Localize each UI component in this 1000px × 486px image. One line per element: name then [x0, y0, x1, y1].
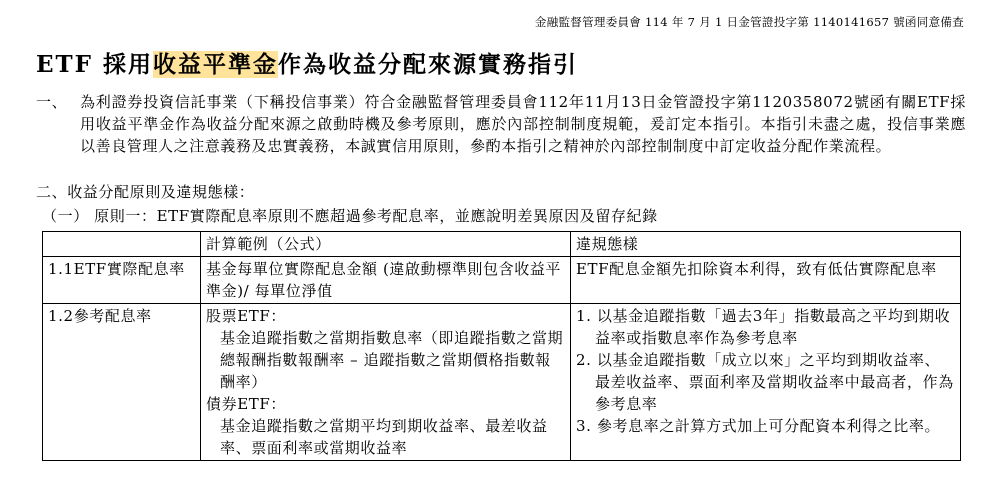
title-highlight: 收益平準金 [152, 51, 278, 78]
formula-bond-label: 債券ETF： [206, 395, 286, 413]
approval-note: 金融監督管理委員會 114 年 7 月 1 日金管證投字第 1140141657 號函同意備查 [534, 15, 964, 29]
formula-stock-text: 基金追蹤指數之當期指數息率（即追蹤指數之當期總報酬指數報酬率 – 追蹤指數之當期價格指數報酬率） [220, 329, 564, 391]
violation-item-2: 2. 以基金追蹤指數「成立以來」之平均到期收益率、最差收益率、票面利率及當期收益率中最高者，作為參考息率 [576, 351, 954, 413]
rules-table [42, 231, 961, 461]
formula-bond-text: 基金追蹤指數之當期平均到期收益率、最差收益率、票面利率或當期收益率 [220, 417, 548, 457]
table-header-formula: 計算範例（公式） [201, 232, 571, 257]
row-1-violation: ETF配息金額先扣除資本利得，致有低估實際配息率 [571, 257, 961, 304]
table-header-violation: 違規態樣 [571, 232, 961, 257]
section-1 [36, 91, 966, 157]
formula-stock-label: 股票ETF： [206, 307, 286, 325]
section-1-text: 為利證券投資信託事業（下稱投信事業）符合金融監督管理委員會112年11月13日金管證投字第1120358072號函有關ETF採用收益平準金作為收益分配來源之啟動時機及參考原則，應於內部控制制度規範，爰訂定本指引。本指引未盡之處，投信事業應以善良管理人之注意義務及忠實義務，本誠實信用原則，參酌本指引之精神於內部控制制度中訂定收益分配作業流程。 [80, 93, 966, 155]
title-suffix: 作為收益分配來源實務指引 [277, 51, 578, 78]
title-prefix: ETF 採用 [36, 51, 153, 78]
table-row [43, 257, 961, 304]
violation-item-1: 1. 以基金追蹤指數「過去3年」指數最高之平均到期收益率或指數息率作為參考息率 [576, 307, 951, 347]
row-2-formula [201, 304, 571, 461]
document-title [36, 46, 578, 79]
section-2-heading: 二、收益分配原則及違規態樣： [36, 183, 255, 201]
table-header-row [43, 232, 961, 257]
row-1-label: 1.1ETF實際配息率 [43, 257, 201, 304]
row-1-formula: 基金每單位實際配息金額 (違啟動標準則包含收益平準金)/ 每單位淨值 [201, 257, 571, 304]
row-2-label: 1.2參考配息率 [43, 304, 201, 461]
table-header-blank [43, 232, 201, 257]
principle-1-heading: （一） 原則一：ETF實際配息率原則不應超過參考配息率，並應說明差異原因及留存紀錄 [42, 207, 658, 225]
section-1-number: 一、 [36, 93, 68, 111]
row-2-violation [571, 304, 961, 461]
violation-item-3: 3. 參考息率之計算方式加上可分配資本利得之比率。 [576, 417, 941, 435]
table-row [43, 304, 961, 461]
